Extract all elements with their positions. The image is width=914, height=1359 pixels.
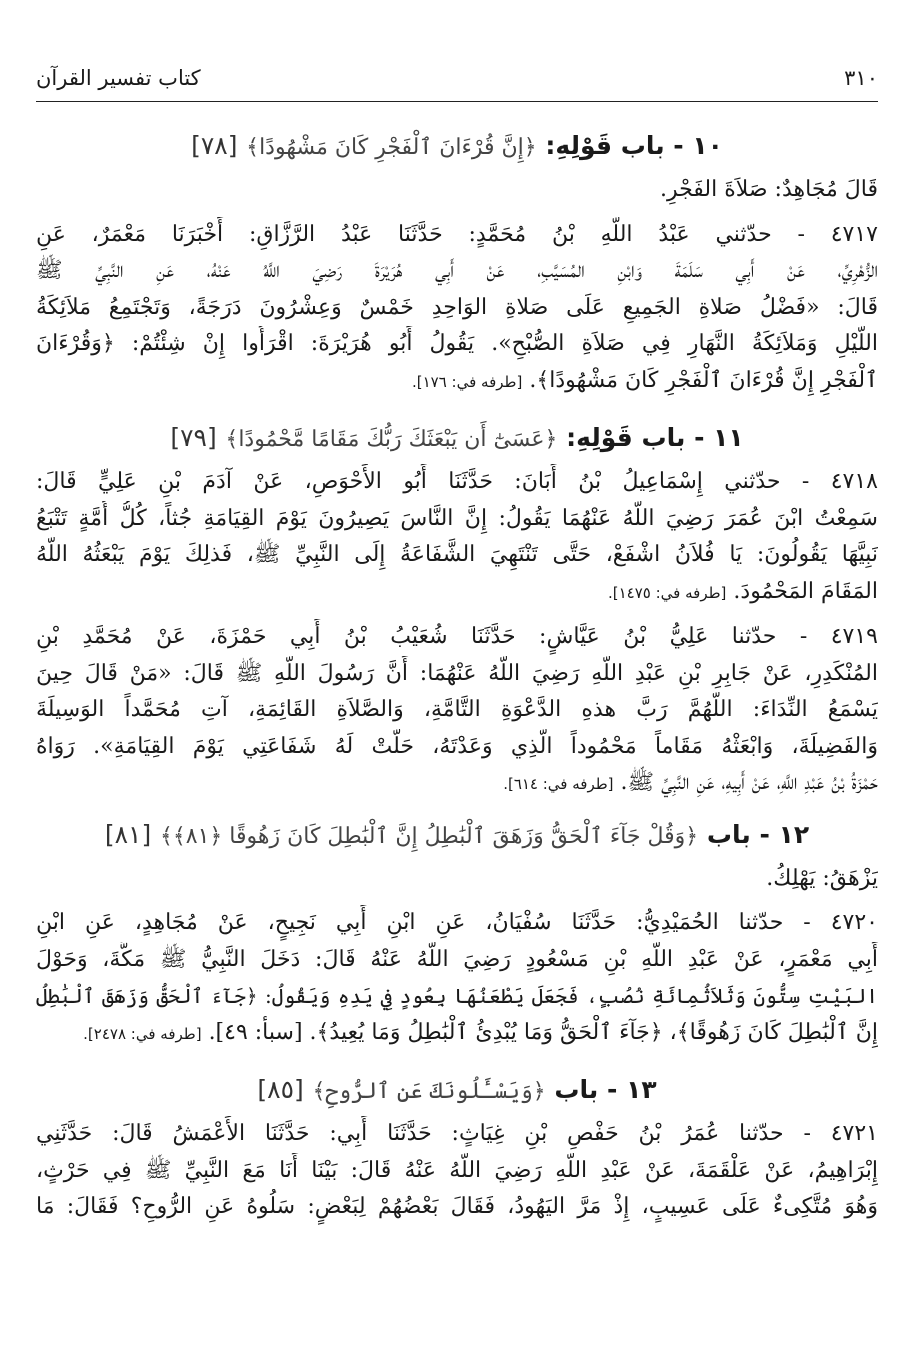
text-line — [36, 1015, 878, 1053]
text-segment: ٱلْفَجْرِ إِنَّ قُرْءَانَ ٱلْفَجْرِ كَانَ مَشْهُودًا﴾. — [529, 367, 878, 393]
verse-reference: [٧٩] — [170, 423, 217, 452]
verse-reference: [٨٥] — [257, 1075, 304, 1104]
text-line: سَمِعْتُ ابْنَ عُمَرَ رَضِيَ اللَّهُ عَنْهُمَا يَقُولُ: إِنَّ النَّاسَ يَصِيرُونَ يَوْمَ القِيَامَةِ جُثاً، كُلُّ أُمَّةٍ تَتْبَعُ — [36, 505, 878, 531]
quran-verse: ﴿عَسَىٰٓ أَن يَبْعَثَكَ رَبُّكَ مَقَامًا مَّحْمُودًا﴾ — [225, 427, 558, 452]
text-line: ٤٧٢٠ - حدّثنا الحُمَيْدِيُّ: حَدَّثَنَا سُفْيَانُ، عَنِ ابْنِ أَبِي نَجِيحٍ، عَنْ مُجَاهِدٍ، عَنِ ابْنِ — [36, 910, 878, 935]
chapter-heading-13 — [36, 1066, 878, 1116]
cross-reference: [طرفه في: ٦١٤]. — [503, 775, 614, 793]
verse-reference: [٨١] — [104, 819, 152, 849]
text-line: يَسْمَعُ النِّدَاءَ: اللَّهُمَّ رَبَّ هذهِ الدَّعْوَةِ التَّامَّةِ، وَالصَّلاَةِ القَائِمَةِ، آتِ مُحَمَّداً الوَسِيلَةَ — [36, 697, 878, 722]
quran-verse: ﴿إِنَّ قُرْءَانَ ٱلْفَجْرِ كَانَ مَشْهُودًا﴾ — [246, 135, 537, 160]
cross-reference: [طرفه في: ١٤٧٥]. — [608, 583, 727, 602]
heading-title: ١٣ - باب — [554, 1075, 657, 1104]
heading-title: ١٠ - باب قَوْلِهِ: — [545, 131, 723, 160]
text-line: قَالَ: «فَضْلُ صَلاةِ الجَمِيعِ عَلَى صَلاةِ الوَاحِدِ خَمْسٌ وَعِشْرُونَ دَرَجَةً، وَتَجْتَمِعُ مَلاَئِكَةُ — [36, 294, 878, 320]
header-divider — [36, 101, 878, 102]
page-body — [36, 122, 878, 1226]
text-line: أَبِي مَعْمَرٍ، عَنْ عَبْدِ اللَّهِ بْنِ مَسْعُودٍ رَضِيَ اللَّهُ عَنْهُ قَالَ: دَخَلَ النَّبِيُّ ﷺ مَكَّةَ، وَحَوْلَ — [36, 946, 878, 972]
heading-title: ١٢ - باب — [706, 819, 810, 849]
text-line: نَبِيَّهَا يَقُولُونَ: يَا فُلاَنُ اشْفَعْ، حَتَّى تَنْتَهِيَ الشَّفَاعَةُ إِلَى النَّبِيِّ ﷺ، فَذلِكَ يَوْمَ يَبْعَثُهُ اللَّهُ — [36, 542, 878, 567]
hadith-4721 — [36, 1116, 878, 1226]
cross-reference: [طرفه في: ١٧٦]. — [411, 372, 523, 391]
verse-reference: [٧٨] — [191, 131, 238, 160]
text-line: ٤٧١٩ - حدّثنا عَلِيُّ بْنُ عَيَّاشٍ: حَدَّثَنَا شُعَيْبُ بْنُ أَبِي حَمْزَةَ، عَنْ مُحَمَّدِ بْنِ — [36, 624, 878, 649]
quran-verse: ﴿وَقُلْ جَآءَ ٱلْحَقُّ وَزَهَقَ ٱلْبَٰطِلُ إِنَّ ٱلْبَٰطِلَ كَانَ زَهُوقًا ﴿٨١﴾﴾ — [159, 823, 699, 849]
text-line: البَيْتِ سِتُّونَ وَثَلاَثُمِائَةِ نُصُبٍ، فَجَعَلَ يَطْعَنُهَا بِعُودٍ فِي يَدِهِ وَيَقُولُ: ﴿جَآءَ ٱلْحَقُّ وَزَهَقَ ٱلْبَٰطِلُ — [36, 984, 878, 1008]
hadith-4719 — [36, 619, 878, 803]
chapter-heading-10 — [36, 122, 878, 172]
running-header — [36, 58, 878, 98]
text-line: وَالفَضِيلَةَ، وَابْعَثْهُ مَقَاماً مَحْمُوداً الَّذِي وَعَدْتَهُ، حَلَّتْ لَهُ شَفَاعَتِي يَوْمَ القِيَامَةِ». رَوَاهُ — [36, 733, 878, 759]
hadith-4718 — [36, 464, 878, 611]
heading-title: ١١ - باب قَوْلِهِ: — [566, 423, 744, 452]
chapter-heading-11 — [36, 414, 878, 464]
text-line: إِبْرَاهِيمُ، عَنْ عَلْقَمَةَ، عَنْ عَبْدِ اللَّهِ رَضِيَ اللَّهُ عَنْهُ قَالَ: بَيْنَا أَنَا مَعَ النَّبِيِّ ﷺ فِي حَرْثٍ، — [36, 1157, 878, 1183]
text-line: الزُّهْرِيِّ، عَنْ أَبِي سَلَمَةَ وَابْنِ المُسَيَّبِ، عَنْ أَبِي هُرَيْرَةَ رَضِيَ اللَّهُ عَنْهُ، عَنِ النَّبِيِّ ﷺ — [36, 258, 878, 283]
text-line: ٤٧١٨ - حدّثني إِسْمَاعِيلُ بْنُ أَبَانَ: حَدَّثَنَا أَبُو الأَحْوَصِ، عَنْ آدَمَ بْنِ عَلِيٍّ قَالَ: — [36, 469, 878, 494]
cross-reference: [طرفه في: ٢٤٧٨]. — [83, 1024, 202, 1043]
text-line: اللَّيْلِ وَمَلاَئِكَةُ النَّهَارِ فِي صَلاَةِ الصُّبْحِ». يَقُولُ أَبُو هُرَيْرَةَ: اقْرَأُوا إِنْ شِئْتُمْ: ﴿وَقُرْءَانَ — [36, 331, 878, 356]
text-segment: حَمْزَةُ بْنُ عَبْدِ اللَّهِ، عَنْ أَبِيهِ، عَنِ النَّبِيِّ ﷺ. — [620, 770, 878, 795]
text-line: ٤٧١٧ - حدّثني عَبْدُ اللَّهِ بْنُ مُحَمَّدٍ: حَدَّثَنَا عَبْدُ الرَّزَّاقِ: أَخْبَرَنَا مَعْمَرٌ، عَنِ — [36, 221, 878, 247]
quran-verse: ﴿وَيَسْـَٔلُونَكَ عَنِ ٱلرُّوحِ﴾ — [312, 1079, 546, 1104]
text-line — [36, 765, 878, 803]
text-segment: إِنَّ ٱلْبَٰطِلَ كَانَ زَهُوقًا﴾، ﴿جَآءَ ٱلْحَقُّ وَمَا يُبْدِئُ ٱلْبَٰطِلُ وَمَا يُعِيدُ﴾. [سبأ: ٤٩]. — [208, 1019, 878, 1045]
text-line: ٤٧٢١ - حدّثنا عُمَرُ بْنُ حَفْصِ بْنِ غِيَاثٍ: حَدَّثَنَا أَبِي: حَدَّثَنَا الأَعْمَشُ قَالَ: حَدَّثَنِي — [36, 1121, 878, 1146]
hadith-4717 — [36, 217, 878, 401]
text-line: المُنْكَدِرِ، عَنْ جَابِرِ بْنِ عَبْدِ اللَّهِ رَضِيَ اللَّهُ عَنْهُمَا: أَنَّ رَسُولَ اللَّهِ ﷺ قَالَ: «مَنْ قَالَ حِينَ — [36, 660, 878, 686]
text-line: يَزْهَقُ: يَهْلِكُ. — [766, 865, 878, 891]
page-number: ٣١٠ — [844, 66, 878, 90]
text-line — [36, 574, 878, 612]
text-line — [36, 363, 878, 401]
text-line: وَهُوَ مُتَّكِىءٌ عَلَى عَسِيبٍ، إِذْ مَرَّ اليَهُودُ، فَقَالَ بَعْضُهُمْ لِبَعْضٍ: سَلُوهُ عَنِ الرُّوحِ؟ فَقَالَ: مَا — [36, 1194, 878, 1219]
chapter-heading-12 — [36, 811, 878, 861]
book-title: كتاب تفسير القرآن — [36, 66, 201, 90]
text-segment: المَقَامَ المَحْمُودَ. — [733, 578, 878, 604]
text-line: قَالَ مُجَاهِدٌ: صَلاَةَ الفَجْرِ. — [659, 177, 878, 202]
hadith-4720 — [36, 905, 878, 1052]
